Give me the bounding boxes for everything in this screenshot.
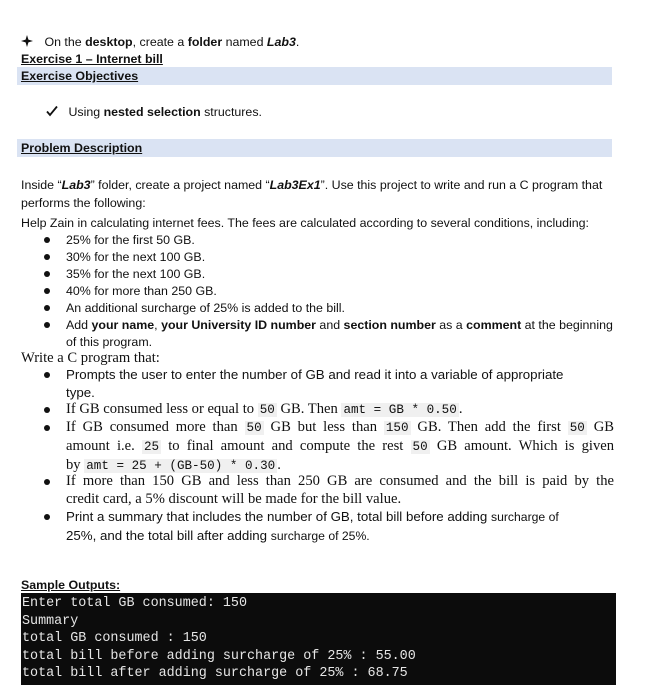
task-text: GB. Then add the first [410,419,568,435]
write-heading: Write a C program that: [21,350,160,366]
sample-heading: Sample Outputs: [21,578,121,592]
code-snippet: 25 [143,440,160,454]
comment-text: as a [435,318,467,332]
bullet-dot [44,254,50,260]
task-text: GB but less than [263,419,384,435]
code-snippet: 50 [412,440,428,454]
task-text: If GB consumed less or equal to [66,401,258,417]
intro-folder: Lab3 [61,178,91,192]
instruction-text-mid: , create a [132,35,188,49]
bullet-dot [44,288,50,294]
task-text: Print a summary that includes the number of GB, total bill before adding [66,509,491,524]
comment-text: , [154,318,162,332]
diamond-bullet-icon [21,34,35,50]
bullet-dot [44,237,50,243]
comment-text: Add [66,318,92,332]
task-text: GB [586,419,614,435]
instruction-desktop: desktop [85,35,133,49]
comment-bold: your name [91,318,155,332]
task-under-50 [66,400,614,419]
bullet-dot [44,322,50,328]
comment-bold: comment [466,318,522,332]
objectives-heading: Exercise Objectives [21,69,139,83]
comment-rule-line2: of this program. [66,335,153,349]
terminal-line: Enter total GB consumed: 150 [22,596,247,611]
terminal-line: Summary [22,613,79,629]
intro-paragraph [21,177,613,212]
bullet-dot [44,514,50,520]
fee-rule: An additional surcharge of 25% is added to the bill. [66,301,345,315]
code-snippet: 50 [569,421,585,435]
bullet-dot [44,479,50,485]
instruction-folder: folder [187,35,223,49]
comment-text: and [315,318,344,332]
objective-item [46,104,262,120]
terminal-line: total GB consumed : 150 [22,631,207,647]
bullet-dot [44,271,50,277]
code-snippet: 50 [246,421,262,435]
objective-prefix: Using [68,105,104,119]
task-line [66,418,614,437]
terminal-line: total bill before adding surcharge of 25% : 55.00 [22,648,416,664]
terminal-output [21,593,616,685]
code-snippet: 150 [385,421,409,435]
fee-rule: 40% for more than 250 GB. [66,284,217,298]
task-text: amount i.e. [66,438,142,454]
task-prompt [66,366,614,401]
task-text: GB. Then [276,401,342,417]
intro-text-1: Inside “ [21,178,62,192]
task-line: If more than 150 GB and less than 250 GB are consumed and the bill is paid by the [66,473,614,489]
intro-text-2: ” folder, create a project named “ [90,178,270,192]
fee-rule: 25% for the first 50 GB. [66,233,195,247]
task-line: credit card, a 5% discount will be made for the bill value. [66,491,402,507]
comment-bold: your University ID number [161,318,316,332]
task-text: . [277,457,281,473]
fee-rule: 35% for the next 100 GB. [66,267,206,281]
task-text: to final amount and compute the rest [161,438,411,454]
task-text: GB amount. Which is given [429,438,615,454]
instruction-folder-name: Lab3 [266,35,296,49]
task-line [66,527,614,546]
task-line: Prompts the user to enter the number of GB and read it into a variable of appropriate [66,367,564,382]
instruction-text-mid2: named [222,35,267,49]
code-snippet: 50 [259,403,275,417]
fee-rule: 30% for the next 100 GB. [66,250,206,264]
task-50-150 [66,418,614,475]
bullet-dot [44,305,50,311]
task-text: If GB consumed more than [66,419,245,435]
code-snippet: amt = GB * 0.50 [343,403,457,417]
instruction-line [21,34,299,50]
task-text: surcharge of [490,510,559,524]
comment-rule [66,317,614,333]
instruction-end: . [295,35,300,49]
task-text: . [458,401,463,417]
intro-project: Lab3Ex1 [269,178,321,192]
task-text: surcharge of 25%. [270,528,370,543]
instruction-text: On the [44,35,86,49]
task-text: by [66,457,85,473]
exercise-title: Exercise 1 – Internet bill [21,52,163,66]
objective-suffix: structures. [200,105,262,119]
code-snippet: amt = 25 + (GB-50) * 0.30 [86,459,276,473]
task-discount [66,472,614,508]
task-line [66,508,614,527]
comment-bold: section number [343,318,436,332]
task-line: type. [66,384,95,400]
help-text: Help Zain in calculating internet fees. The fees are calculated according to several conditions, including: [21,216,590,230]
task-text: 25%, and the total bill after adding [66,527,271,543]
terminal-line: total bill after adding surcharge of 25% : 68.75 [22,666,408,682]
bullet-dot [44,407,50,413]
objective-bold: nested selection [103,105,201,119]
task-line [66,437,614,456]
bullet-dot [44,425,50,431]
bullet-dot [44,372,50,378]
comment-text: at the beginning [521,318,613,332]
problem-heading: Problem Description [21,141,143,155]
intro-text-3: ”. Use this project to write and run a C program that performs the following: [21,178,603,210]
check-mark-icon [46,104,60,120]
task-summary [66,508,614,545]
